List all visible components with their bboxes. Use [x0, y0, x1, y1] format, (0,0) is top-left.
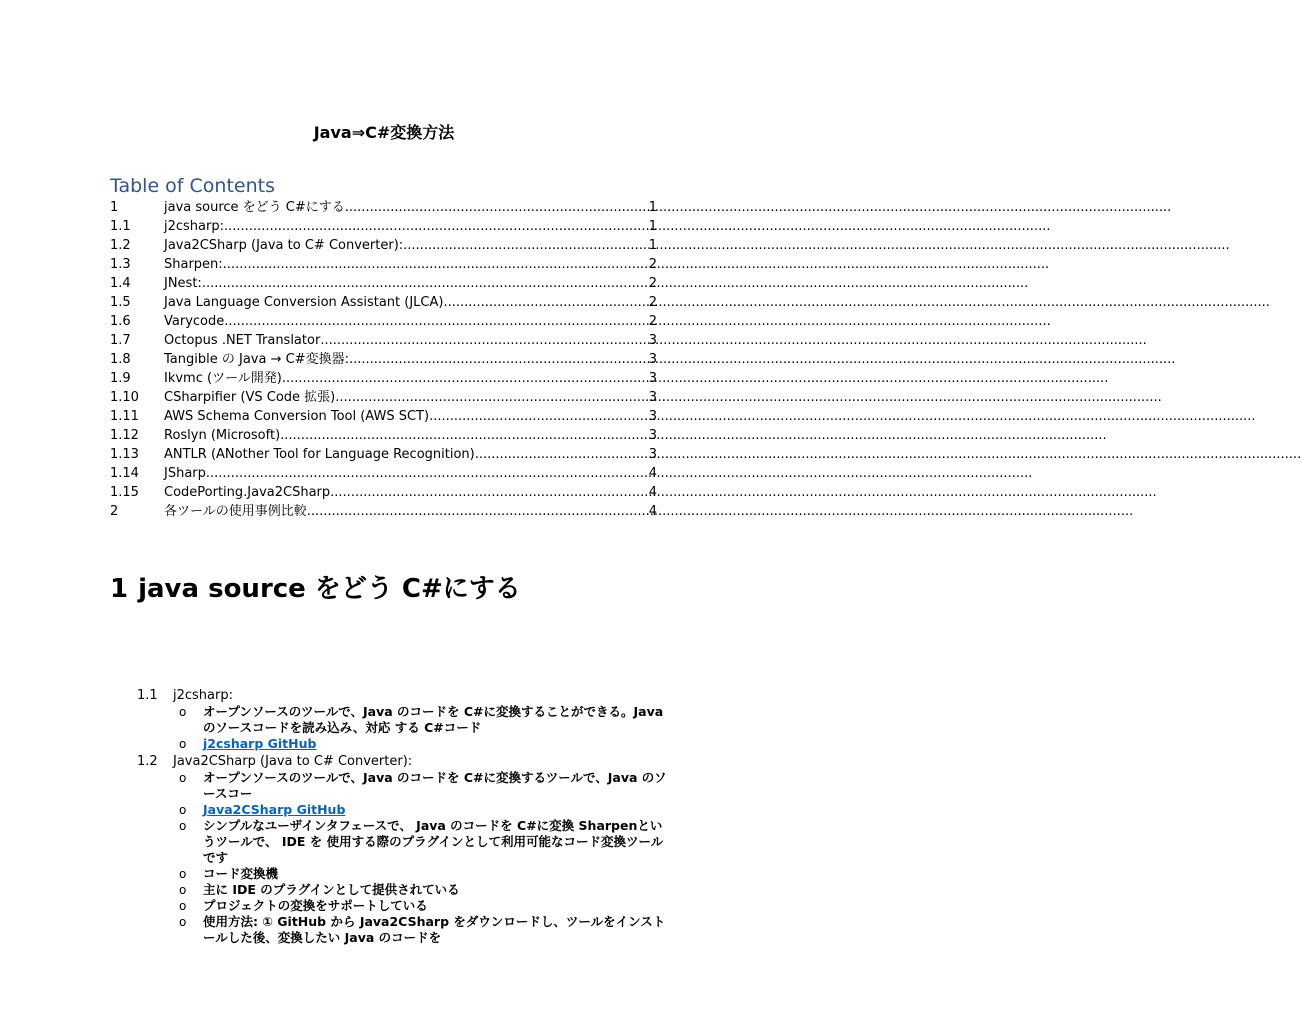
- toc-dot-leader: [282, 369, 649, 388]
- toc-entry[interactable]: [110, 445, 657, 464]
- toc-entry[interactable]: [110, 198, 657, 217]
- toc-entry-page: 1: [648, 238, 657, 253]
- toc-entry[interactable]: [110, 350, 657, 369]
- toc-entry-page: 2: [648, 257, 657, 272]
- heading-1-number: 1: [110, 574, 129, 604]
- toc-entry[interactable]: [110, 293, 657, 312]
- heading-1-text: java source をどう C#にする: [138, 574, 521, 604]
- toc-entry-text: Ikvmc (ツール開発): [164, 371, 282, 386]
- toc-entry[interactable]: [110, 369, 657, 388]
- toc-entry-page: 2: [648, 276, 657, 291]
- toc-entry-number: 1.5: [110, 295, 131, 310]
- toc-entry-number: 1.11: [110, 409, 139, 424]
- toc-entry-text: Tangible の Java → C#変換器:: [164, 352, 349, 367]
- toc-entry-page: 3: [648, 428, 657, 443]
- toc-entry-page: 4: [648, 466, 657, 481]
- toc-entry-text: Varycode: [164, 314, 225, 329]
- toc-dot-leader: [223, 255, 649, 274]
- list-item-text: オープンソースのツールで、Java のコードを C#に変換するツールで、Java のソースコー: [203, 770, 667, 801]
- toc-entry-number: 2: [110, 504, 119, 519]
- toc-entry-page: 3: [648, 409, 657, 424]
- toc-entry-number: 1.12: [110, 428, 139, 443]
- toc-entry-text: JNest:: [164, 276, 202, 291]
- bullet-list: [137, 704, 667, 752]
- toc-dot-leader: [307, 502, 649, 521]
- list-item-text: 主に IDE のプラグインとして提供されている: [203, 882, 460, 897]
- toc-entry-number: 1.6: [110, 314, 131, 329]
- toc-entry-page: 2: [648, 314, 657, 329]
- bullet-icon: o: [179, 883, 187, 897]
- heading-1: [110, 571, 521, 607]
- toc-entry-page: 1: [648, 200, 657, 215]
- toc-dot-leader: [403, 236, 649, 255]
- toc-entry[interactable]: [110, 217, 657, 236]
- list-item[interactable]: [177, 802, 667, 818]
- toc-entry-text: CodePorting.Java2CSharp: [164, 485, 331, 500]
- toc-entry-page: 2: [648, 295, 657, 310]
- list-item-text: オープンソースのツールで、Java のコードを C#に変換することができる。Java のソースコードを読み込み、対応 する C#コード: [203, 704, 664, 735]
- toc-entry-number: 1.7: [110, 333, 131, 348]
- toc-entry[interactable]: [110, 255, 657, 274]
- section-title: j2csharp:: [173, 688, 233, 703]
- github-link[interactable]: Java2CSharp GitHub: [203, 802, 346, 817]
- document-title: Java⇒C#変換方法: [313, 123, 455, 142]
- toc-entry[interactable]: [110, 312, 657, 331]
- toc-entry[interactable]: [110, 426, 657, 445]
- list-item-text: プロジェクトの変換をサポートしている: [203, 898, 428, 913]
- bullet-list: [137, 770, 667, 946]
- toc-entry[interactable]: [110, 331, 657, 350]
- toc-entry-text: AWS Schema Conversion Tool (AWS SCT): [164, 409, 430, 424]
- toc-entry-number: 1.13: [110, 447, 139, 462]
- toc-entry-text: JSharp: [164, 466, 206, 481]
- toc-dot-leader: [429, 407, 649, 426]
- toc-entry-number: 1.14: [110, 466, 139, 481]
- toc-entry-number: 1.8: [110, 352, 131, 367]
- bullet-icon: o: [179, 737, 187, 751]
- bullet-icon: o: [179, 771, 187, 785]
- section-title: Java2CSharp (Java to C# Converter):: [173, 754, 413, 769]
- toc-entry-page: 3: [648, 371, 657, 386]
- bullet-icon: o: [179, 819, 187, 833]
- section-1-1: [137, 688, 667, 752]
- toc-entry-number: 1.1: [110, 219, 131, 234]
- toc-entry-text: Java2CSharp (Java to C# Converter):: [164, 238, 404, 253]
- section-heading: [137, 754, 667, 770]
- section-number: 1.1: [137, 688, 158, 703]
- toc-entry-text: 各ツールの使用事例比較: [164, 504, 307, 519]
- list-item: [177, 866, 667, 882]
- toc-dot-leader: [330, 483, 649, 502]
- toc-dot-leader: [475, 445, 649, 464]
- toc-entry-text: Octopus .NET Translator: [164, 333, 321, 348]
- toc-entry-number: 1.10: [110, 390, 139, 405]
- toc-entry-page: 4: [648, 485, 657, 500]
- toc-entry-page: 1: [648, 219, 657, 234]
- section-heading: [137, 688, 667, 704]
- toc-dot-leader: [224, 217, 649, 236]
- toc-heading: Table of Contents: [110, 175, 275, 197]
- toc-entry-text: CSharpifier (VS Code 拡張): [164, 390, 336, 405]
- github-link[interactable]: j2csharp GitHub: [203, 736, 317, 751]
- toc-entry-text: Java Language Conversion Assistant (JLCA): [164, 295, 444, 310]
- toc-entry-number: 1.4: [110, 276, 131, 291]
- toc-entry-number: 1.9: [110, 371, 131, 386]
- toc-entry-number: 1: [110, 200, 119, 215]
- list-item-text: シンプルなユーザインタフェースで、 Java のコードを C#に変換 Sharpenというツールで、 IDE を 使用する際のプラグインとして利用可能なコード変換ツールです: [203, 818, 664, 865]
- table-of-contents: [110, 198, 657, 521]
- list-item-text: コード変換機: [203, 866, 279, 881]
- list-item: [177, 770, 667, 802]
- toc-dot-leader: [443, 293, 648, 312]
- toc-entry[interactable]: [110, 274, 657, 293]
- bullet-icon: o: [179, 705, 187, 719]
- toc-entry[interactable]: [110, 502, 657, 521]
- toc-dot-leader: [349, 350, 649, 369]
- toc-entry-number: 1.15: [110, 485, 139, 500]
- toc-entry[interactable]: [110, 388, 657, 407]
- toc-entry-page: 3: [648, 352, 657, 367]
- section-1-2: [137, 754, 667, 946]
- bullet-icon: o: [179, 803, 187, 817]
- toc-entry-text: Sharpen:: [164, 257, 223, 272]
- toc-dot-leader: [202, 274, 649, 293]
- toc-entry-page: 3: [648, 447, 657, 462]
- toc-entry[interactable]: [110, 236, 657, 255]
- toc-dot-leader: [224, 312, 648, 331]
- toc-entry-page: 3: [648, 333, 657, 348]
- toc-entry-text: java source をどう C#にする: [164, 200, 345, 215]
- toc-entry-page: 4: [648, 504, 657, 519]
- list-item: [177, 882, 667, 898]
- list-item: [177, 914, 667, 946]
- section-number: 1.2: [137, 754, 158, 769]
- toc-dot-leader: [320, 331, 648, 350]
- list-item: [177, 818, 667, 866]
- toc-dot-leader: [335, 388, 648, 407]
- bullet-icon: o: [179, 867, 187, 881]
- toc-entry-text: Roslyn (Microsoft): [164, 428, 281, 443]
- toc-entry[interactable]: [110, 407, 657, 426]
- list-item: [177, 898, 667, 914]
- toc-dot-leader: [280, 426, 649, 445]
- toc-entry-text: j2csharp:: [164, 219, 224, 234]
- bullet-icon: o: [179, 899, 187, 913]
- bullet-icon: o: [179, 915, 187, 929]
- list-item-text: 使用方法: ① GitHub から Java2CSharp をダウンロードし、ツールをインストールした後、変換したい Java のコードを: [203, 914, 666, 945]
- list-item[interactable]: [177, 736, 667, 752]
- toc-entry-number: 1.2: [110, 238, 131, 253]
- toc-entry[interactable]: [110, 464, 657, 483]
- list-item: [177, 704, 667, 736]
- toc-entry[interactable]: [110, 483, 657, 502]
- toc-entry-text: ANTLR (ANother Tool for Language Recognition): [164, 447, 475, 462]
- toc-dot-leader: [345, 198, 649, 217]
- toc-dot-leader: [206, 464, 649, 483]
- toc-entry-page: 3: [648, 390, 657, 405]
- toc-entry-number: 1.3: [110, 257, 131, 272]
